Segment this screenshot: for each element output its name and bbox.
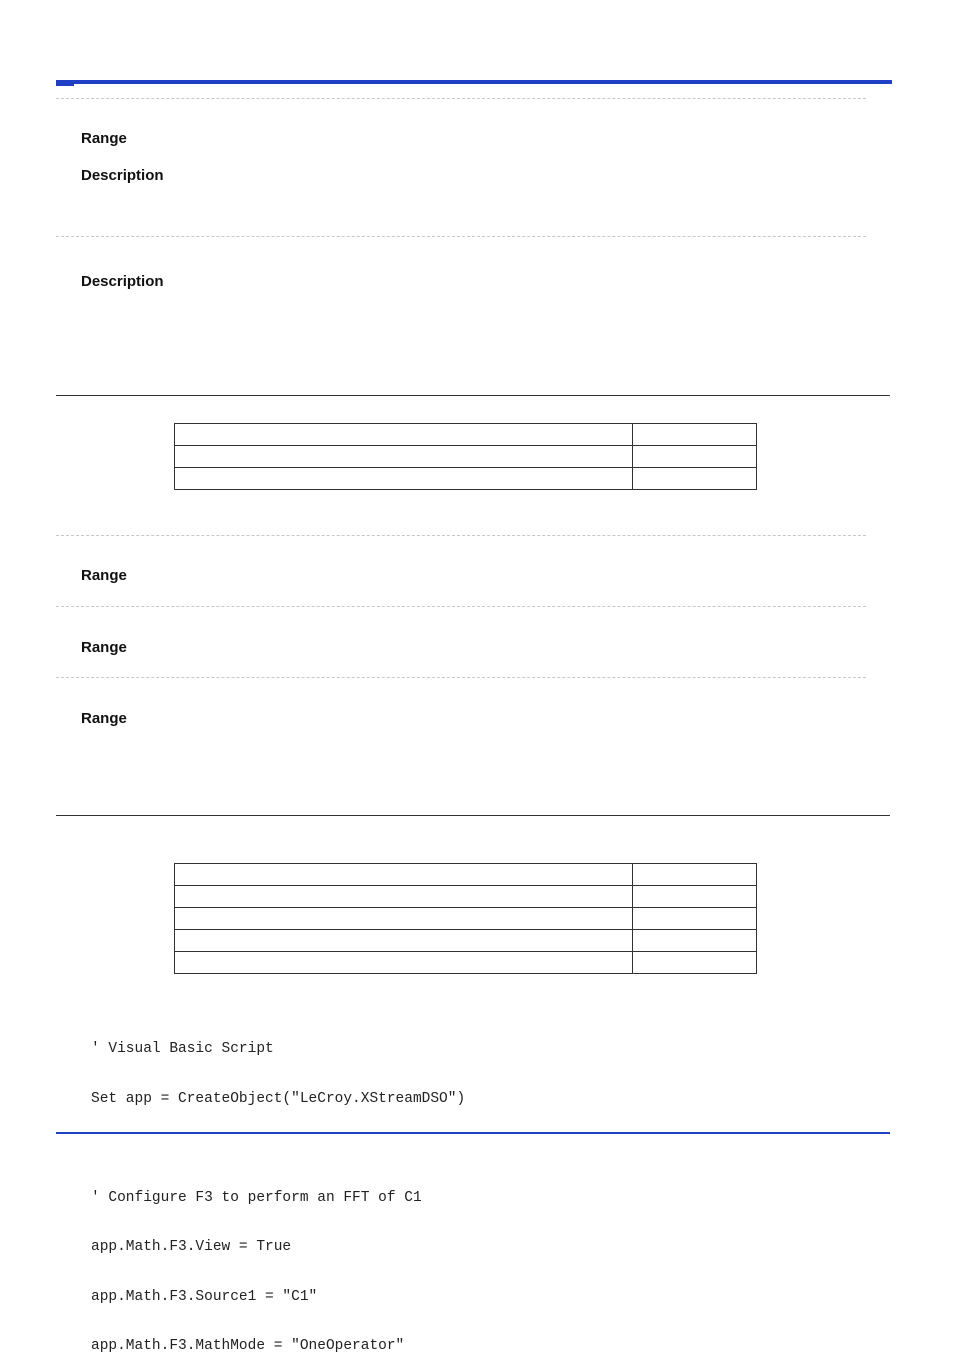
table-row — [175, 952, 757, 974]
table-row — [175, 468, 757, 490]
table-row — [175, 886, 757, 908]
table-row — [175, 446, 757, 468]
section-divider — [56, 677, 866, 678]
block-divider — [56, 815, 890, 816]
values-table — [174, 863, 757, 974]
table-cell — [175, 930, 633, 952]
code-line: ' Configure F3 to perform an FFT of C1 — [91, 1189, 422, 1206]
section-divider — [56, 236, 866, 237]
table-cell — [175, 446, 633, 468]
code-example — [91, 1008, 465, 1371]
range-label: Range — [81, 710, 127, 727]
table-cell — [175, 864, 633, 886]
table-cell — [633, 930, 757, 952]
table-cell — [175, 952, 633, 974]
header-rule — [56, 80, 892, 84]
range-label: Range — [81, 639, 127, 656]
description-label: Description — [81, 273, 164, 290]
header-rule-accent — [56, 83, 74, 86]
code-line: app.Math.F3.Source1 = "C1" — [91, 1288, 318, 1305]
table-cell — [175, 424, 633, 446]
table-row — [175, 864, 757, 886]
table-row — [175, 930, 757, 952]
table-cell — [633, 864, 757, 886]
table-cell — [633, 952, 757, 974]
table-cell — [633, 424, 757, 446]
section-divider — [56, 606, 866, 607]
table-cell — [633, 468, 757, 490]
table-cell — [633, 908, 757, 930]
table-row — [175, 424, 757, 446]
section-divider — [56, 98, 866, 99]
range-label: Range — [81, 567, 127, 584]
table-cell — [633, 446, 757, 468]
code-line: app.Math.F3.MathMode = "OneOperator" — [91, 1338, 405, 1354]
range-label: Range — [81, 130, 127, 147]
table-cell — [175, 886, 633, 908]
table-cell — [175, 468, 633, 490]
table-cell — [175, 908, 633, 930]
section-divider — [56, 535, 866, 536]
code-line: app.Math.F3.View = True — [91, 1239, 292, 1255]
description-label: Description — [81, 167, 164, 184]
values-table — [174, 423, 757, 490]
code-line: ' Visual Basic Script — [91, 1041, 274, 1057]
block-divider — [56, 395, 890, 396]
footer-rule — [56, 1132, 890, 1134]
code-line — [91, 1140, 465, 1157]
code-line: Set app = CreateObject("LeCroy.XStreamDSO") — [91, 1090, 466, 1107]
table-cell — [633, 886, 757, 908]
table-row — [175, 908, 757, 930]
